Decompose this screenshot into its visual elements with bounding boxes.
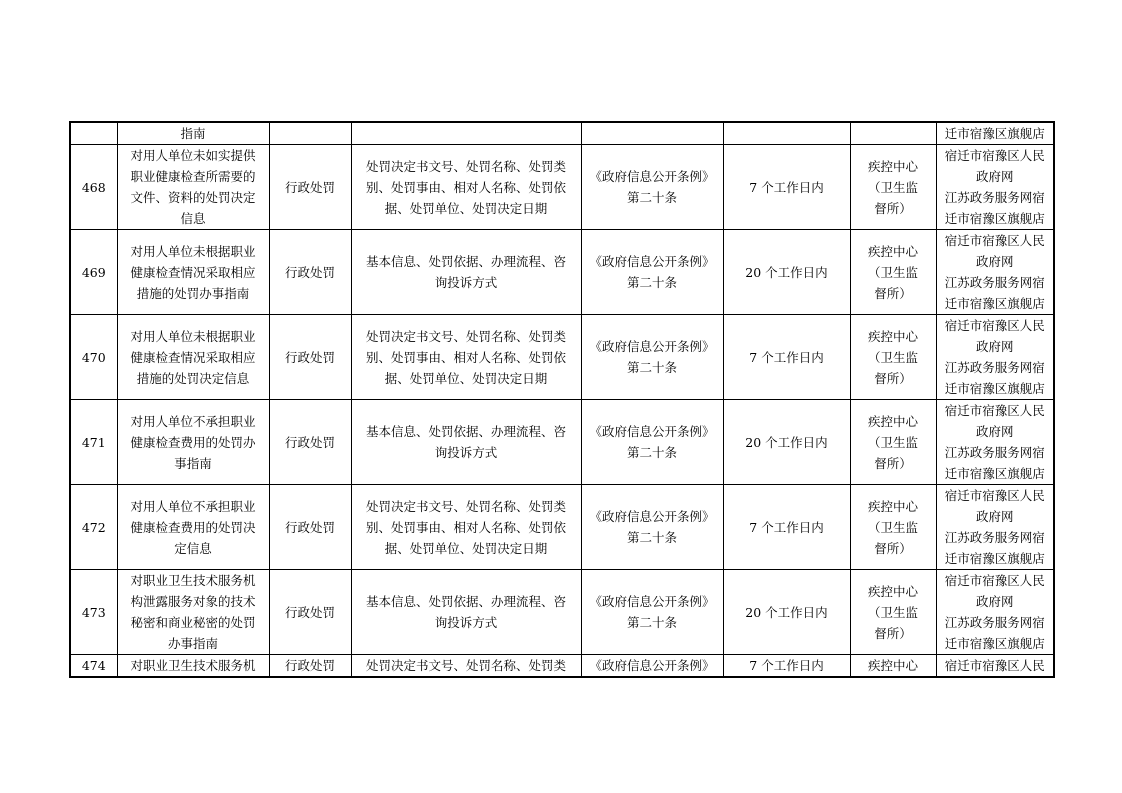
cell-dept-line: （卫生监: [867, 349, 918, 365]
cell-content-line: 据、处罚单位、处罚决定日期: [384, 200, 548, 216]
cell-item: [117, 145, 269, 230]
cell-dept-line: 督所）: [874, 540, 912, 556]
cell-content: [351, 570, 581, 655]
cell-basis: [581, 400, 723, 485]
cell-basis-line: 《政府信息公开条例》: [589, 424, 715, 439]
cell-basis: [581, 145, 723, 230]
cell-type: 行政处罚: [269, 145, 351, 230]
cell-basis: 《政府信息公开条例》: [581, 655, 723, 678]
cell-channel-line: 迁市宿豫区旗舰店: [944, 211, 1045, 226]
cell-no: 472: [70, 485, 117, 570]
cell-content-line: 据、处罚单位、处罚决定日期: [384, 540, 548, 556]
cell-dept-line: （卫生监: [867, 519, 918, 535]
cell-no: 469: [70, 230, 117, 315]
cell-channel-line: 政府网: [975, 509, 1014, 524]
cell-basis: [581, 230, 723, 315]
cell-content-line: 处罚决定书文号、处罚名称、处罚类: [365, 498, 566, 514]
cell-item: [117, 230, 269, 315]
cell-content: [351, 400, 581, 485]
cell-type: 行政处罚: [269, 315, 351, 400]
cell-channel: [936, 400, 1054, 485]
cell-item-line: 秘密和商业秘密的处罚: [130, 615, 256, 630]
cell-basis: [581, 485, 723, 570]
table-row-partial: [70, 655, 1054, 678]
cell-basis-line: 《政府信息公开条例》: [589, 169, 715, 184]
cell-dept-line: （卫生监: [867, 264, 918, 280]
disclosure-table: [69, 121, 1055, 678]
cell-channel: [936, 570, 1054, 655]
table-row: [70, 315, 1054, 400]
cell-basis-line: 第二十条: [626, 190, 677, 205]
cell-item-line: 对用人单位未根据职业: [130, 328, 256, 344]
cell-channel-line: 政府网: [975, 594, 1014, 609]
cell-dept-line: 督所）: [874, 285, 912, 301]
cell-content-line: 别、处罚事由、相对人名称、处罚依: [365, 349, 566, 365]
cell-item-line: 健康检查费用的处罚办: [130, 434, 256, 450]
cell-content-line: 基本信息、处罚依据、办理流程、咨: [365, 424, 566, 439]
cell-channel-line: 迁市宿豫区旗舰店: [944, 381, 1045, 396]
cell-basis-line: 第二十条: [626, 275, 677, 290]
cell-item-line: 构泄露服务对象的技术: [130, 594, 256, 609]
cell-dept-line: （卫生监: [867, 179, 918, 195]
cell-basis-line: 第二十条: [626, 445, 677, 460]
cell-content-line: 基本信息、处罚依据、办理流程、咨: [365, 254, 566, 269]
cell-content: [351, 230, 581, 315]
cell-basis-line: 第二十条: [626, 530, 677, 545]
cell-basis-line: 第二十条: [626, 615, 677, 630]
cell-item-line: 对用人单位不承担职业: [130, 413, 256, 429]
cell-content: 处罚决定书文号、处罚名称、处罚类: [351, 655, 581, 678]
cell-channel: [936, 145, 1054, 230]
cell-dept: [850, 145, 936, 230]
table-row-continued: [70, 122, 1054, 145]
cell-no: [70, 122, 117, 145]
cell-item-line: 办事指南: [167, 636, 218, 651]
cell-dept-line: 疾控中心: [867, 583, 918, 599]
cell-content: [351, 145, 581, 230]
cell-item-line: 定信息: [174, 540, 212, 556]
cell-content: [351, 485, 581, 570]
cell-dept-line: 疾控中心: [867, 413, 918, 429]
cell-type: [269, 122, 351, 145]
cell-item-line: 职业健康检查所需要的: [130, 169, 256, 184]
cell-content-line: 据、处罚单位、处罚决定日期: [384, 370, 548, 386]
cell-channel-line: 江苏政务服务网宿: [944, 615, 1045, 630]
cell-basis: [581, 315, 723, 400]
cell-channel-line: 江苏政务服务网宿: [944, 530, 1045, 545]
cell-channel: [936, 485, 1054, 570]
cell-channel-line: 宿迁市宿豫区人民: [944, 403, 1045, 418]
cell-channel-line: 政府网: [975, 339, 1014, 354]
cell-basis: [581, 122, 723, 145]
cell-item: [117, 485, 269, 570]
cell-dept: 疾控中心: [850, 655, 936, 678]
cell-no: 470: [70, 315, 117, 400]
cell-item-line: 信息: [180, 211, 206, 226]
cell-item-line: 健康检查情况采取相应: [130, 349, 256, 365]
cell-channel: 宿迁市宿豫区人民: [936, 655, 1054, 678]
cell-channel-line: 迁市宿豫区旗舰店: [944, 126, 1045, 141]
cell-content-line: 基本信息、处罚依据、办理流程、咨: [365, 594, 566, 609]
cell-no: 471: [70, 400, 117, 485]
cell-time-limit: 20 个工作日内: [723, 230, 850, 315]
cell-dept-line: 疾控中心: [867, 243, 918, 259]
cell-content-line: 询投诉方式: [434, 615, 498, 630]
cell-type: 行政处罚: [269, 485, 351, 570]
cell-dept-line: 督所）: [874, 455, 912, 471]
cell-content-line: 处罚决定书文号、处罚名称、处罚类: [365, 158, 566, 174]
cell-dept-line: 疾控中心: [867, 158, 918, 174]
cell-basis-line: 《政府信息公开条例》: [589, 339, 715, 354]
cell-content: [351, 122, 581, 145]
cell-channel: [936, 315, 1054, 400]
cell-content-line: 别、处罚事由、相对人名称、处罚依: [365, 179, 566, 195]
cell-content-line: 询投诉方式: [434, 445, 498, 460]
cell-channel-line: 江苏政务服务网宿: [944, 360, 1045, 375]
cell-time-limit: 7 个工作日内: [723, 655, 850, 678]
cell-item-line: 对用人单位未根据职业: [130, 243, 256, 259]
cell-item-line: 对职业卫生技术服务机: [130, 573, 256, 588]
cell-time-limit: 20 个工作日内: [723, 400, 850, 485]
cell-no: 474: [70, 655, 117, 678]
cell-dept: [850, 400, 936, 485]
cell-item-line: 事指南: [174, 455, 212, 471]
cell-channel-line: 政府网: [975, 254, 1014, 269]
cell-item-line: 措施的处罚办事指南: [136, 285, 250, 301]
cell-channel-line: 宿迁市宿豫区人民: [944, 233, 1045, 248]
cell-item-line: 健康检查情况采取相应: [130, 264, 256, 280]
cell-channel-line: 迁市宿豫区旗舰店: [944, 636, 1045, 651]
cell-channel-line: 政府网: [975, 169, 1014, 184]
cell-item: [117, 400, 269, 485]
cell-dept-line: （卫生监: [867, 434, 918, 450]
cell-channel-line: 宿迁市宿豫区人民: [944, 573, 1045, 588]
cell-channel: [936, 122, 1054, 145]
cell-dept: [850, 315, 936, 400]
cell-channel-line: 迁市宿豫区旗舰店: [944, 296, 1045, 311]
cell-time-limit: 7 个工作日内: [723, 485, 850, 570]
cell-content-line: 处罚决定书文号、处罚名称、处罚类: [365, 328, 566, 344]
cell-dept-line: 疾控中心: [867, 328, 918, 344]
cell-item: 对职业卫生技术服务机: [117, 655, 269, 678]
cell-channel-line: 江苏政务服务网宿: [944, 445, 1045, 460]
cell-item-line: 对用人单位不承担职业: [130, 498, 256, 514]
cell-dept-line: 督所）: [874, 200, 912, 216]
cell-channel-line: 江苏政务服务网宿: [944, 275, 1045, 290]
cell-item-line: 文件、资料的处罚决定: [130, 190, 256, 205]
table-row: [70, 400, 1054, 485]
cell-channel-line: 迁市宿豫区旗舰店: [944, 551, 1045, 566]
cell-basis-line: 《政府信息公开条例》: [589, 594, 715, 609]
cell-content: [351, 315, 581, 400]
cell-no: 468: [70, 145, 117, 230]
cell-item: [117, 570, 269, 655]
cell-type: 行政处罚: [269, 570, 351, 655]
cell-dept: [850, 570, 936, 655]
cell-type: 行政处罚: [269, 230, 351, 315]
cell-channel-line: 宿迁市宿豫区人民: [944, 488, 1045, 503]
cell-time-limit: 20 个工作日内: [723, 570, 850, 655]
cell-item: 指南: [117, 122, 269, 145]
cell-dept-line: 疾控中心: [867, 498, 918, 514]
cell-channel-line: 江苏政务服务网宿: [944, 190, 1045, 205]
cell-dept-line: 督所）: [874, 625, 912, 641]
cell-basis-line: 第二十条: [626, 360, 677, 375]
table-row: [70, 145, 1054, 230]
cell-channel-line: 政府网: [975, 424, 1014, 439]
cell-content-line: 别、处罚事由、相对人名称、处罚依: [365, 519, 566, 535]
table-row: [70, 230, 1054, 315]
cell-no: 473: [70, 570, 117, 655]
cell-content-line: 询投诉方式: [434, 275, 498, 290]
cell-item-line: 健康检查费用的处罚决: [130, 519, 256, 535]
cell-basis-line: 《政府信息公开条例》: [589, 509, 715, 524]
table-row: [70, 485, 1054, 570]
cell-channel: [936, 230, 1054, 315]
cell-type: 行政处罚: [269, 655, 351, 678]
cell-item: [117, 315, 269, 400]
cell-dept: [850, 485, 936, 570]
cell-item-line: 对用人单位未如实提供: [130, 148, 256, 163]
cell-dept-line: （卫生监: [867, 604, 918, 620]
cell-dept: [850, 122, 936, 145]
cell-item-line: 措施的处罚决定信息: [136, 370, 250, 386]
cell-dept: [850, 230, 936, 315]
table-row: [70, 570, 1054, 655]
cell-type: 行政处罚: [269, 400, 351, 485]
cell-time-limit: [723, 122, 850, 145]
cell-channel-line: 迁市宿豫区旗舰店: [944, 466, 1045, 481]
cell-channel-line: 宿迁市宿豫区人民: [944, 318, 1045, 333]
cell-time-limit: 7 个工作日内: [723, 145, 850, 230]
cell-basis-line: 《政府信息公开条例》: [589, 254, 715, 269]
cell-basis: [581, 570, 723, 655]
cell-channel-line: 宿迁市宿豫区人民: [944, 148, 1045, 163]
cell-time-limit: 7 个工作日内: [723, 315, 850, 400]
cell-dept-line: 督所）: [874, 370, 912, 386]
